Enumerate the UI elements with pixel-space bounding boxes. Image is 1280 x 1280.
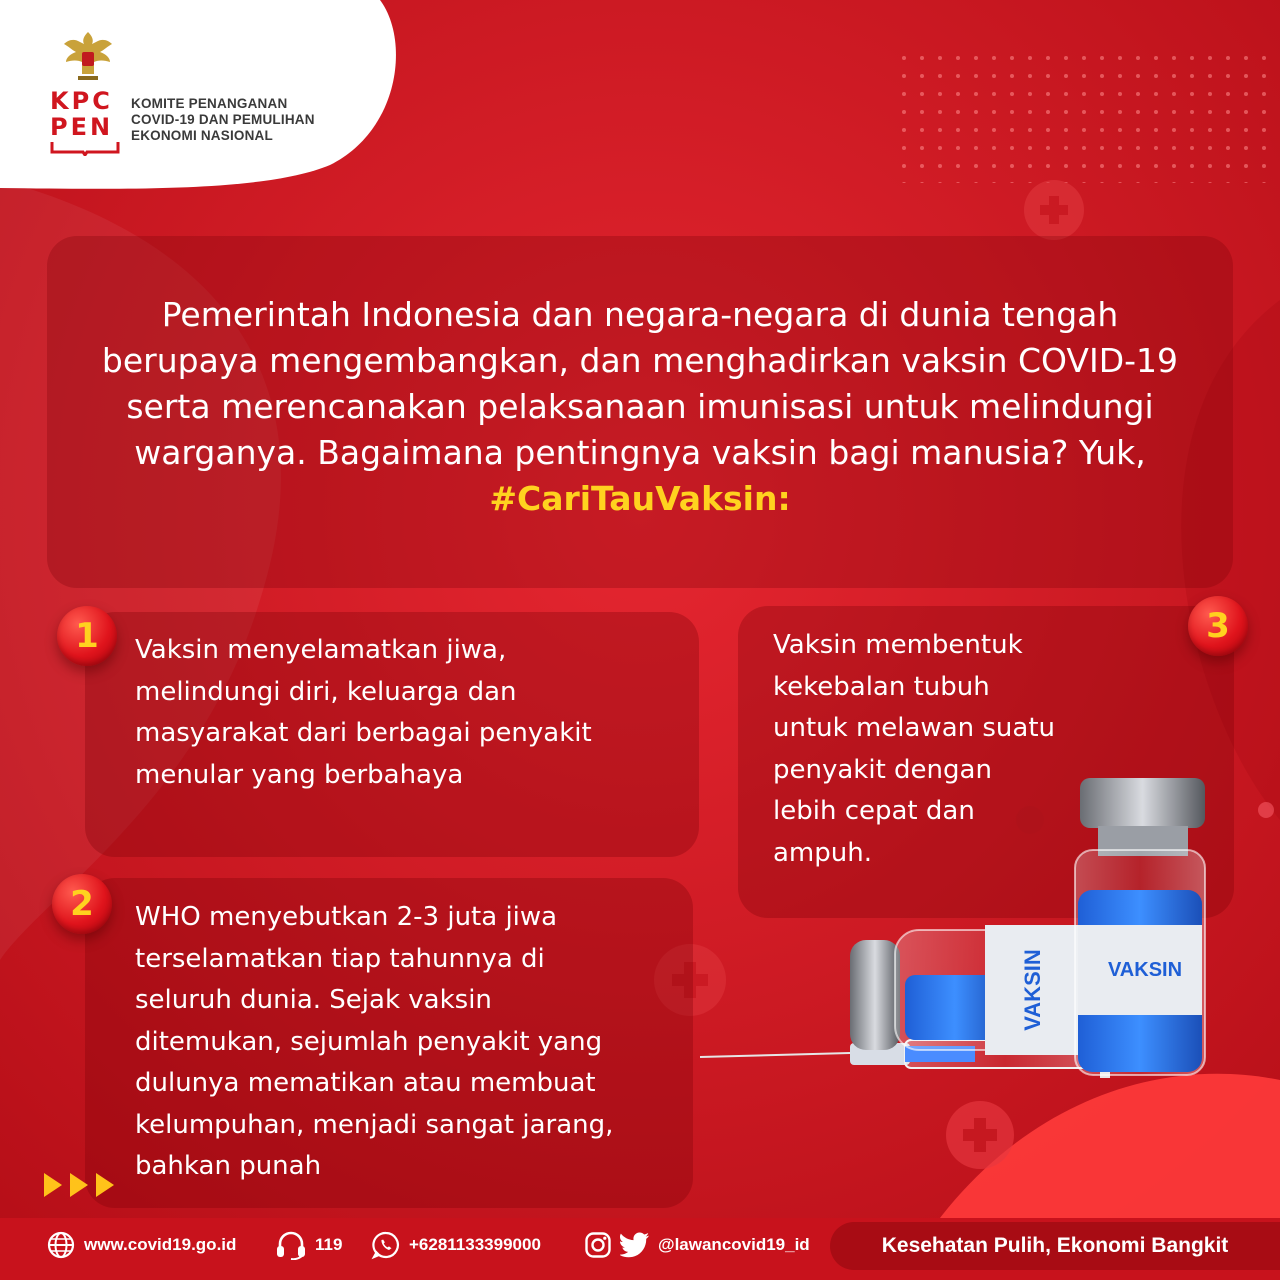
social-handle-text: @lawancovid19_id [658,1235,810,1254]
point-3-line: penyakit dengan [773,754,992,785]
point-3-line: lebih cepat dan [773,796,975,826]
footer-whatsapp[interactable] [371,1228,541,1262]
globe-icon [46,1230,76,1260]
footer-hotline[interactable] [275,1228,342,1262]
garuda-emblem-icon [60,28,116,84]
point-1-line: masyarakat dari berbagai penyakit [135,718,592,748]
point-text-2 [135,897,675,1188]
footer-website[interactable] [46,1228,236,1262]
tagline-banner: Kesehatan Pulih, Ekonomi Bangkit [830,1222,1280,1270]
intro-text [80,292,1200,522]
point-2-line: bahkan punah [135,1151,322,1181]
point-number-2: 2 [52,874,112,934]
wordmark-line-1: KPC [50,87,113,115]
twitter-icon [620,1232,650,1258]
point-text-1 [135,630,675,796]
intro-hashtag: #CariTauVaksin: [489,479,791,518]
point-3-line: ampuh. [773,837,872,868]
book-underline-icon [50,140,120,156]
point-number-1: 1 [57,606,117,666]
whatsapp-icon [371,1230,401,1260]
point-2-line: dulunya mematikan atau membuat [135,1068,596,1098]
point-3-line: untuk melawan suatu [773,713,1056,743]
point-2-line: kelumpuhan, menjadi sangat jarang, [135,1109,614,1140]
org-name-line-2: COVID-19 DAN PEMULIHAN [131,112,315,127]
headset-icon [275,1230,307,1260]
org-name [131,96,391,144]
triple-arrow-icon [42,1170,122,1200]
point-text-3 [773,625,1173,874]
org-name-line-3: EKONOMI NASIONAL [131,128,273,143]
whatsapp-text: +6281133399000 [409,1235,541,1254]
wordmark-line-2: PEN [50,113,114,141]
point-2-line: ditemukan, sejumlah penyakit yang [135,1026,603,1057]
instagram-icon [584,1231,612,1259]
lying-vial-label: VAKSIN [1020,949,1045,1031]
point-3-line: kekebalan tubuh [773,671,990,702]
website-text: www.covid19.go.id [84,1235,237,1254]
point-3-line: Vaksin membentuk [773,630,1023,660]
point-number-3: 3 [1188,596,1248,656]
point-2-line: seluruh dunia. Sejak vaksin [135,985,492,1015]
point-2-line: terselamatkan tiap tahunnya di [135,943,545,974]
hotline-text: 119 [315,1235,343,1254]
upright-vial-label: VAKSIN [1107,959,1183,981]
lying-vial-icon [850,925,1110,1055]
intro-body: Pemerintah Indonesia dan negara-negara di dunia tengah berupaya mengembangkan, dan menghadirkan vaksin COVID-19 serta merencanakan pelaksanaan imunisasi untuk melindungi warganya. Bagaimana pentingnya vaksin bagi manusia? Yuk, [101,295,1179,472]
point-1-line: melindungi diri, keluarga dan [135,676,517,707]
kpcpen-wordmark [50,88,116,140]
org-name-line-1: KOMITE PENANGANAN [131,96,288,111]
point-2-line: WHO menyebutkan 2-3 juta jiwa [135,902,558,932]
point-1-line: menular yang berbahaya [135,759,464,790]
point-1-line: Vaksin menyelamatkan jiwa, [135,635,507,665]
footer-social[interactable] [584,1228,810,1262]
